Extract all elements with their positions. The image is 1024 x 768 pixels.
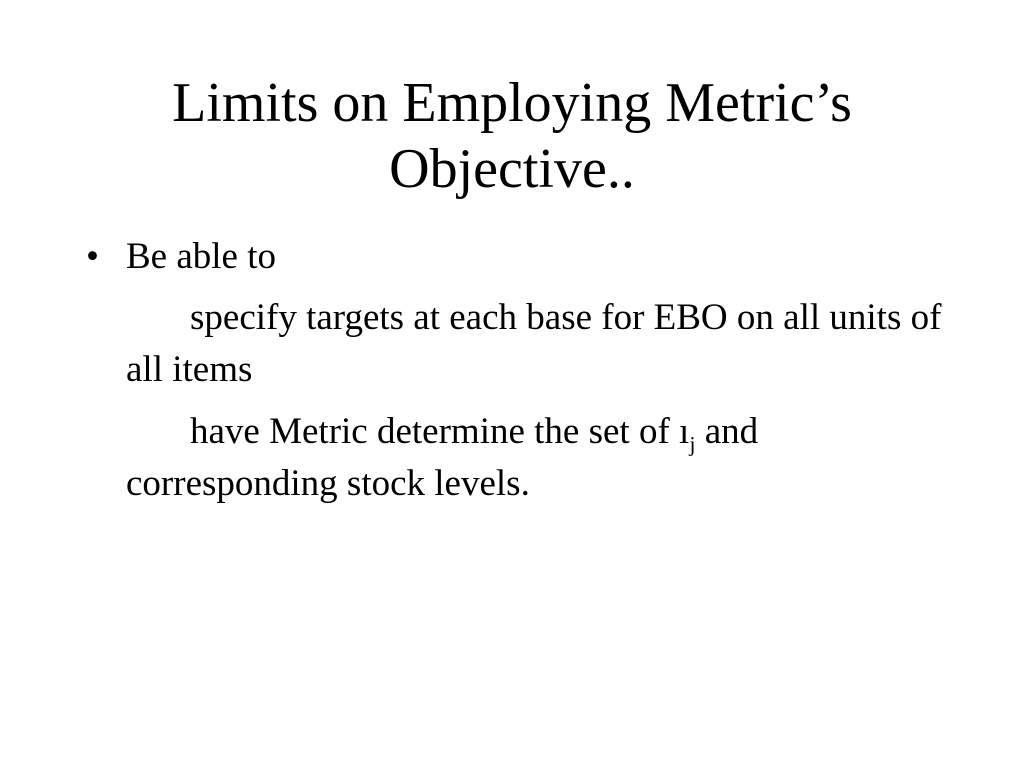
sub-paragraph-text-after: and corresponding stock levels. <box>126 411 759 504</box>
bullet-dot-icon: • <box>86 236 99 277</box>
bullet-item <box>86 232 946 282</box>
subscript-j: j <box>689 431 696 457</box>
sub-paragraph-text-before: have Metric determine the set of ı <box>190 411 690 452</box>
sub-paragraph-text: specify targets at each base for EBO on all units of all items <box>126 297 942 390</box>
slide-title-line-1: Limits on Employing Metric’s <box>172 72 852 134</box>
bullet-text: Be able to <box>126 236 277 277</box>
slide-title <box>60 70 964 202</box>
sub-paragraph-targets <box>86 292 946 396</box>
slide-title-line-2: Objective.. <box>389 138 635 200</box>
sub-paragraph-metric <box>86 406 946 510</box>
slide-body <box>86 232 946 510</box>
